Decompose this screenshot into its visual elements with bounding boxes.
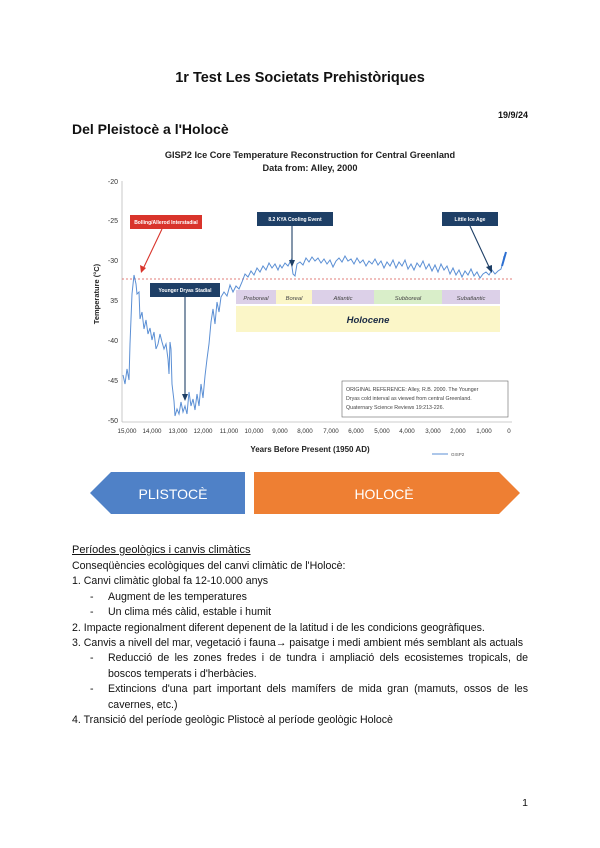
younger-dryas-arrowhead <box>182 394 188 401</box>
bolling-arrowhead <box>140 265 146 273</box>
x-tick: 14,000 <box>142 428 162 435</box>
x-tick: 3,000 <box>425 428 441 435</box>
section-heading: Del Pleistocè a l'Holocè <box>72 121 229 137</box>
item-1-sub-2: - Un clima més càlid, estable i humit <box>72 605 528 620</box>
y-tick: -20 <box>107 179 118 186</box>
x-tick: 5,000 <box>374 428 390 435</box>
x-tick: 8,000 <box>297 428 313 435</box>
body-text <box>72 559 528 728</box>
gisp2-figure <box>92 144 520 464</box>
figure-title-line2: Data from: Alley, 2000 <box>262 163 358 173</box>
item-3-sub-2: - Extincions d'una part important dels mamífers de mida gran (mamuts, ossos de les cavernes, etc.) <box>72 682 528 713</box>
x-tick: 0 <box>507 428 511 435</box>
x-axis-label: Years Before Present (1950 AD) <box>250 445 370 454</box>
holocene-label: Holocene <box>346 315 390 326</box>
event82-arrowhead <box>289 260 295 267</box>
item-3-sub-1: - Reducció de les zones fredes i de tundra i ampliació dels ecosistemes tropicals, de boscos temperats i d'herbàcies. <box>72 651 528 682</box>
x-tick: 1,000 <box>476 428 492 435</box>
y-tick: 35 <box>110 298 118 305</box>
event82-label: 8.2 KYA Cooling Event <box>268 217 322 223</box>
section-title: Períodes geològics i canvis climàtics <box>72 544 251 556</box>
x-tick: 12,000 <box>193 428 213 435</box>
document-date: 19/9/24 <box>497 110 528 120</box>
reference-line: ORIGINAL REFERENCE: Alley, R.B. 2000. The Younger <box>346 387 479 393</box>
figure-title-line1: GISP2 Ice Core Temperature Reconstruction for Central Greenland <box>164 150 456 160</box>
item-2: 2. Impacte regionalment diferent depenent de la latitud i de les condicions geogràfiques. <box>72 621 485 634</box>
item-1: 1. Canvi climàtic global fa 12-10.000 anys <box>72 575 269 588</box>
lia-arrow <box>470 226 490 269</box>
period-label: Subboreal <box>394 296 422 302</box>
x-tick: 9,000 <box>272 428 288 435</box>
y-tick: -25 <box>107 218 118 225</box>
x-tick: 2,000 <box>450 428 466 435</box>
plistoce-label: PLISTOCÈ <box>138 486 208 502</box>
period-label: Preboreal <box>243 296 269 302</box>
item-1-sub-1: - Augment de les temperatures <box>72 590 528 605</box>
period-arrows <box>90 472 520 514</box>
period-label: Atlantic <box>333 296 353 302</box>
reference-line: Quaternary Science Reviews 19:213-226. <box>346 405 445 411</box>
item-4: 4. Transició del període geològic Plistocè al període geològic Holocè <box>72 714 393 727</box>
x-tick: 4,000 <box>399 428 415 435</box>
y-tick: -50 <box>107 418 118 425</box>
y-tick: -45 <box>107 378 118 385</box>
x-tick: 15,000 <box>117 428 137 435</box>
x-tick: 6,000 <box>348 428 364 435</box>
bolling-arrow <box>143 229 162 269</box>
x-tick: 13,000 <box>168 428 188 435</box>
item-3: 3. Canvis a nivell del mar, vegetació i fauna→ paisatge i medi ambient més semblant als actuals <box>72 637 524 650</box>
y-tick: -30 <box>107 258 118 265</box>
x-tick: 11,000 <box>219 428 239 435</box>
y-tick: -40 <box>107 338 118 345</box>
x-tick: 10,000 <box>244 428 264 435</box>
holoce-label: HOLOCÈ <box>354 486 414 502</box>
lia-label: Little Ice Age <box>454 217 486 223</box>
bolling-label: Bolling/Allerod Interstadial <box>134 220 198 226</box>
intro-paragraph: Conseqüències ecològiques del canvi climàtic de l'Holocè: <box>72 560 346 572</box>
document-title: 1r Test Les Societats Prehistòriques <box>175 70 425 86</box>
period-label: Subatlantic <box>456 296 486 302</box>
reference-line: Dryas cold interval as viewed from central Greenland. <box>346 396 472 402</box>
x-tick: 7,000 <box>323 428 339 435</box>
period-label: Boreal <box>285 296 303 302</box>
lia-arrowhead <box>486 265 492 273</box>
end-marker <box>502 252 506 266</box>
legend-label: GISP2 <box>451 452 465 457</box>
y-axis-label: Temperature (°C) <box>92 263 101 325</box>
page-number: 1 <box>522 797 528 809</box>
younger-dryas-label: Younger Dryas Stadial <box>158 288 212 294</box>
